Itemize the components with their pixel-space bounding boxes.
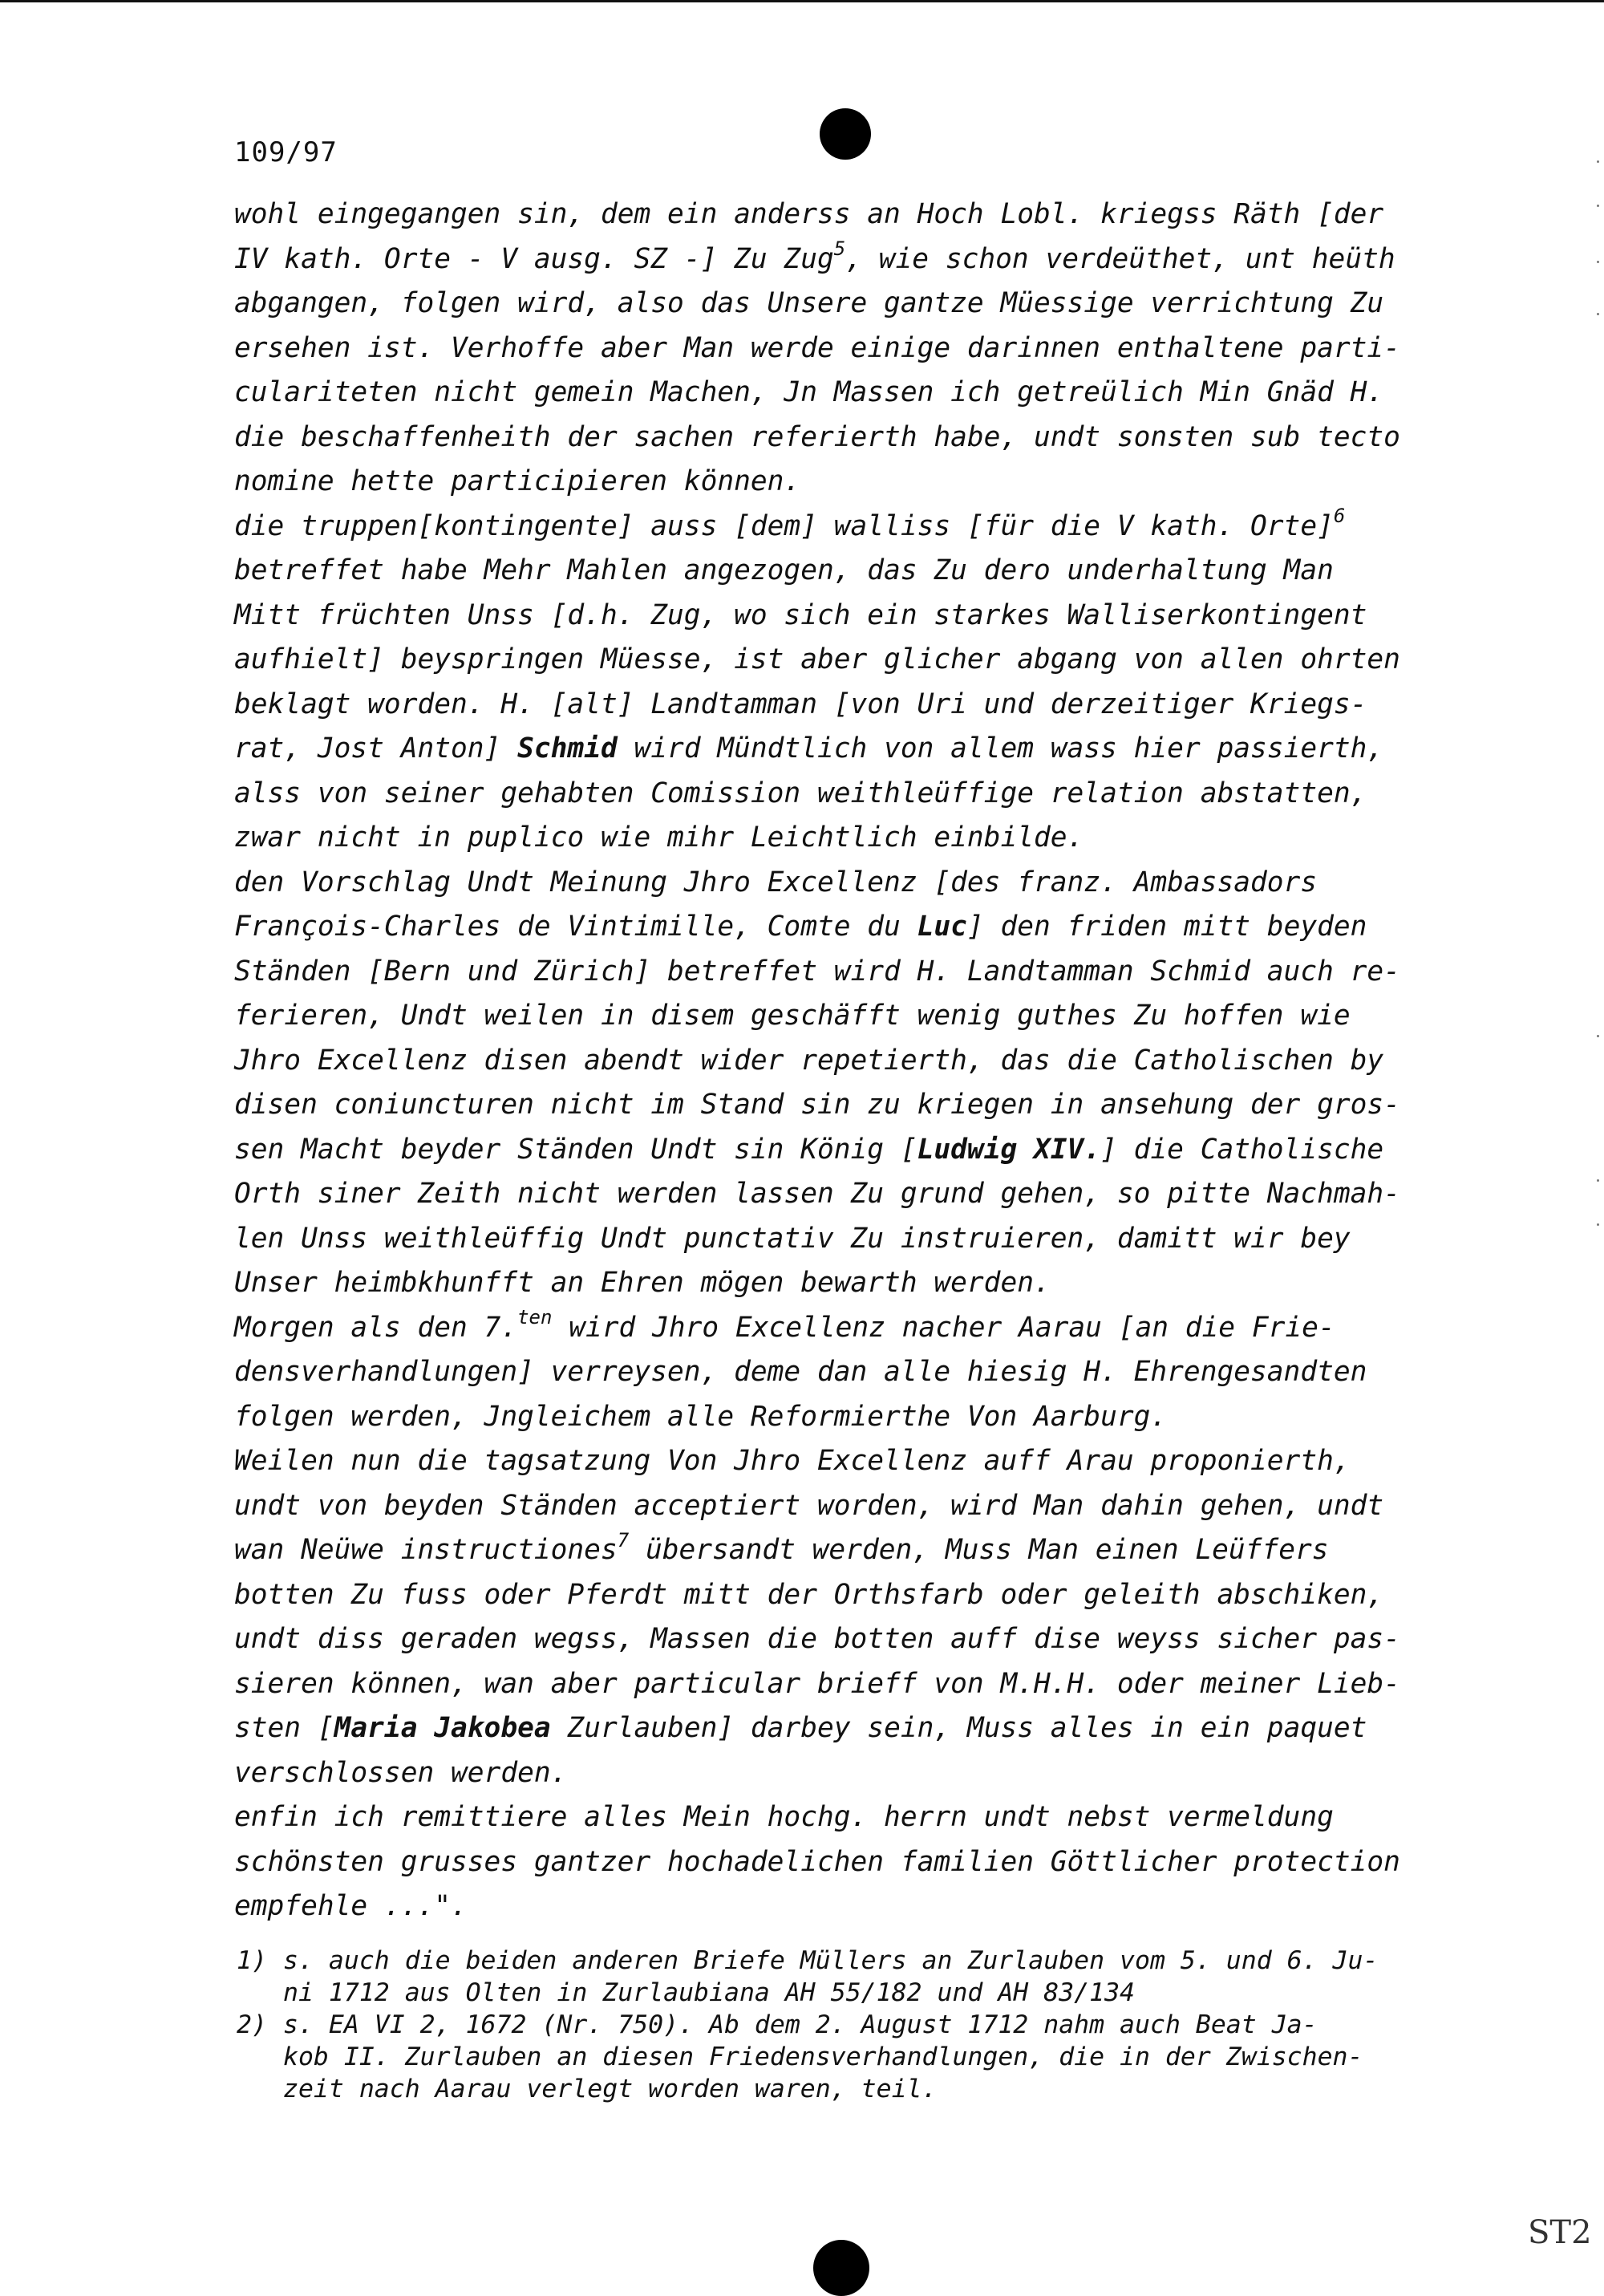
text-line: folgen werden, Jngleichem alle Reformierthe Von Aarburg. [234,1400,1168,1433]
text-line: rat, Jost Anton] Schmid wird Mündtlich von allem wass hier passierth, [234,732,1384,765]
text-line: Morgen als den 7.$^{ten}$ wird Jhro Excellenz nacher Aarau [an die Frie- [234,1306,1335,1344]
handwritten-corner-mark: ST2 [1528,2214,1592,2251]
bold-name: Maria Jakobea [334,1712,551,1744]
bold-name: Schmid [517,732,618,765]
footnote [237,2009,1488,2105]
text-line: undt von beyden Ständen acceptiert worden, wird Man dahin gehen, undt [234,1489,1384,1522]
superscript: ten [517,1306,553,1329]
letter-body [234,193,1485,1929]
footnote-line: s. auch die beiden anderen Briefe Müllers an Zurlauben vom 5. und 6. Ju- [283,1946,1379,1975]
text-line: undt diss geraden wegss, Massen die botten auff dise weyss sicher pas- [234,1623,1400,1655]
text-line: len Unss weithleüffig Undt punctativ Zu instruieren, damitt wir bey [234,1222,1351,1255]
bold-name: Luc [917,911,967,943]
text-line: enfin ich remittiere alles Mein hochg. herrn undt nebst vermeldung [234,1801,1334,1833]
text-line: beklagt worden. H. [alt] Landtamman [von Uri und derzeitiger Kriegs- [234,688,1367,720]
text-line: Unser heimbkhunfft an Ehren mögen bewarth werden. [234,1267,1051,1299]
footnote-number: 2) [237,2010,267,2039]
footnote-ref: 5 [833,237,846,260]
text-line: ferieren, Undt weilen in disem geschäfft wenig guthes Zu hoffen wie [234,1000,1351,1032]
punch-hole-top [820,108,871,160]
text-line: disen coniuncturen nicht im Stand sin zu kriegen in ansehung der gros- [234,1089,1400,1121]
footnotes [237,1945,1488,2105]
text-line: Mitt früchten Unss [d.h. Zug, wo sich ein starkes Walliserkontingent [234,598,1367,631]
text-line: Weilen nun die tagsatzung Von Jhro Excellenz auff Arau proponierth, [234,1445,1351,1477]
text-line: die truppen[kontingente] auss [dem] walliss [für die V kath. Orte]$^6$ [234,505,1346,542]
scan-margin-specks [1580,144,1604,1268]
footnote-ref: 6 [1333,505,1346,527]
text-line: wan Neüwe instructiones$^7$ übersandt werden, Muss Man einen Leüffers [234,1528,1329,1566]
footnote-line: kob II. Zurlauben an diesen Friedensverhandlungen, die in der Zwischen- [283,2042,1363,2071]
text-line: densverhandlungen] verreysen, deme dan alle hiesig H. Ehrengesandten [234,1356,1367,1388]
text-line: sen Macht beyder Ständen Undt sin König [Ludwig XIV.] die Catholische [234,1133,1384,1166]
text-line: culariteten nicht gemein Machen, Jn Massen ich getreülich Min Gnäd H. [234,376,1384,408]
footnote-number: 1) [237,1946,267,1975]
text-line: empfehle ...". [234,1890,468,1922]
text-line: sten [Maria Jakobea Zurlauben] darbey sein, Muss alles in ein paquet [234,1712,1367,1744]
text-line: Orth siner Zeith nicht werden lassen Zu grund gehen, so pitte Nachmah- [234,1178,1400,1210]
text-line: die beschaffenheith der sachen referierth habe, undt sonsten sub tecto [234,420,1400,453]
text-line: schönsten grusses gantzer hochadelichen familien Göttlicher protection [234,1845,1400,1878]
text-line: nomine hette participieren können. [234,465,801,497]
text-line: sieren können, wan aber particular brieff von M.H.H. oder meiner Lieb- [234,1667,1400,1700]
bold-name: Ludwig XIV. [917,1133,1101,1166]
text-line: den Vorschlag Undt Meinung Jhro Excellenz [des franz. Ambassadors [234,866,1318,899]
footnote-line: zeit nach Aarau verlegt worden waren, teil. [283,2075,938,2103]
footnote [237,1945,1488,2009]
text-line: abgangen, folgen wird, also das Unsere gantze Müessige verrichtung Zu [234,287,1384,319]
text-line: Jhro Excellenz disen abendt wider repetierth, das die Catholischen by [234,1044,1384,1077]
text-line: Ständen [Bern und Zürich] betreffet wird H. Landtamman Schmid auch re- [234,955,1400,988]
text-line: IV kath. Orte - V ausg. SZ -] Zu Zug$^5$, wie schon verdeüthet, unt heüth [234,237,1395,275]
footnote-line: s. EA VI 2, 1672 (Nr. 750). Ab dem 2. August 1712 nahm auch Beat Ja- [283,2010,1318,2039]
text-line: betreffet habe Mehr Mahlen angezogen, das Zu dero underhaltung Man [234,554,1334,586]
text-line: botten Zu fuss oder Pferdt mitt der Orthsfarb oder geleith abschiken, [234,1578,1384,1611]
footnote-ref: 7 [617,1528,630,1552]
text-line: zwar nicht in puplico wie mihr Leichtlich einbilde. [234,821,1084,854]
text-line: wohl eingegangen sin, dem ein anderss an Hoch Lobl. kriegss Räth [der [234,198,1384,230]
text-line: alss von seiner gehabten Comission weithleüffige relation abstatten, [234,777,1367,809]
page-number: 109/97 [234,136,338,168]
punch-hole-bottom [813,2240,869,2296]
text-line: ersehen ist. Verhoffe aber Man werde einige darinnen enthaltene parti- [234,331,1400,364]
page-top-edge [0,0,1604,2]
footnote-line: ni 1712 aus Olten in Zurlaubiana AH 55/182 und AH 83/134 [283,1978,1136,2007]
text-line: aufhielt] beyspringen Müesse, ist aber glicher abgang von allen ohrten [234,643,1400,675]
text-line: François-Charles de Vintimille, Comte du Luc] den friden mitt beyden [234,911,1367,943]
text-line: verschlossen werden. [234,1756,568,1789]
